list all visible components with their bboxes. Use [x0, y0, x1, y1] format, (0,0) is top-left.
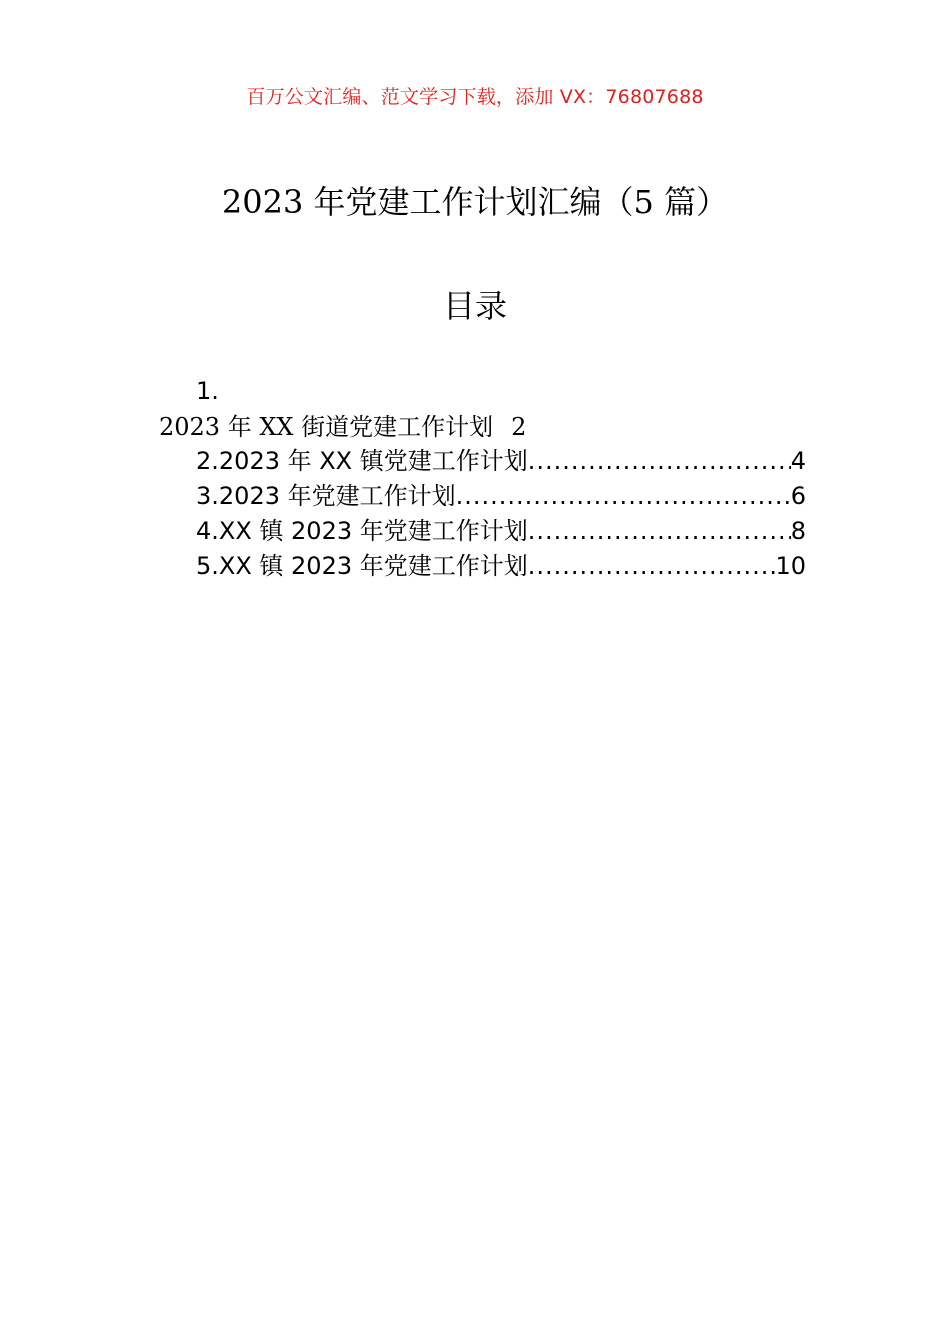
header-note: 百万公文汇编、范文学习下载，添加 VX：76807688 [246, 86, 704, 108]
toc-entry-label: 3.2023 年党建工作计划 [196, 482, 456, 510]
dot-leader [528, 549, 776, 583]
toc-entry-page: 10 [775, 552, 806, 580]
toc-entry-text [159, 410, 526, 444]
toc-entry[interactable] [196, 479, 806, 513]
toc-entry-page: 2 [511, 413, 527, 441]
toc-heading: 目录 [442, 287, 507, 325]
toc-entry-page: 6 [790, 482, 806, 510]
toc-entry-number: 1. [196, 377, 219, 405]
toc-entry-label: 5.XX 镇 2023 年党建工作计划 [196, 552, 528, 580]
toc-entry-label: 2023 年 XX 街道党建工作计划 [159, 413, 494, 441]
dot-leader [528, 444, 791, 478]
dot-leader [456, 479, 791, 513]
document-title: 2023 年党建工作计划汇编（5 篇） [221, 183, 729, 221]
toc-entry-label: 2.2023 年 XX 镇党建工作计划 [196, 447, 528, 475]
toc-entry-label: 4.XX 镇 2023 年党建工作计划 [196, 517, 528, 545]
toc-entry[interactable] [196, 514, 806, 548]
toc-entry[interactable] [196, 444, 806, 478]
toc-entry-page: 4 [790, 447, 806, 475]
toc-entry-page: 8 [790, 517, 806, 545]
toc-entry[interactable] [196, 549, 806, 583]
dot-leader [528, 514, 791, 548]
